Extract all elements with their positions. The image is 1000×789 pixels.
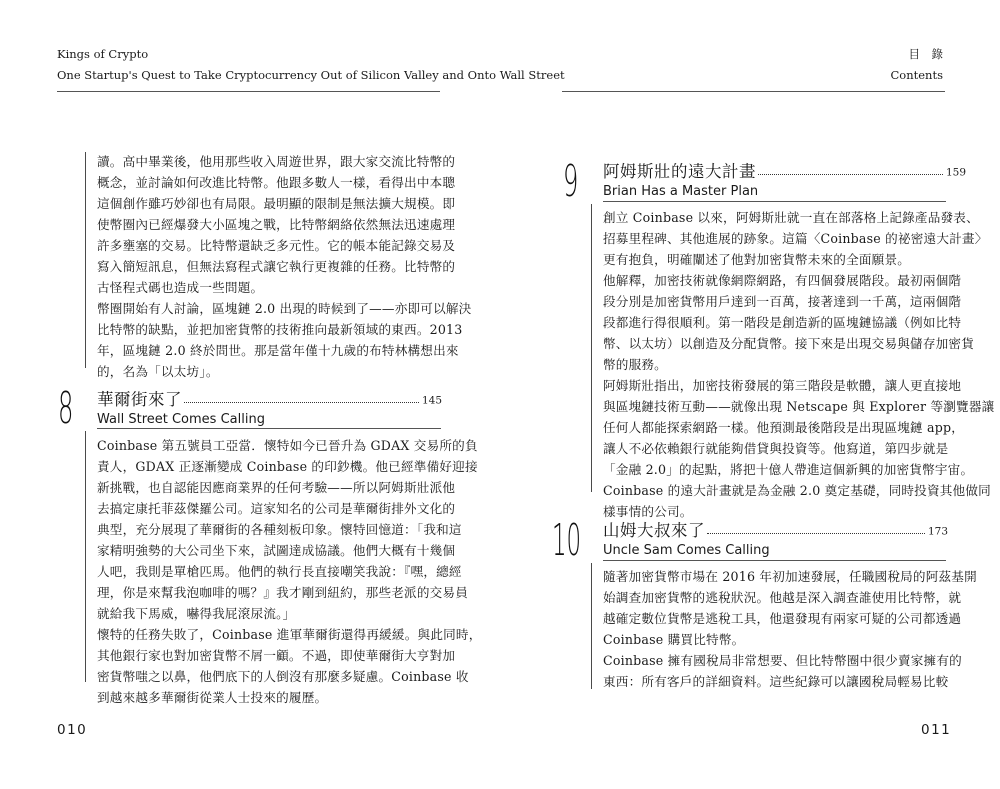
text-line: 更有抱負，明確闡述了他對加密貨幣未來的全面願景。	[603, 252, 911, 267]
text-line: 責人，GDAX 正逐漸變成 Coinbase 的印鈔機。他已經準備好迎接	[97, 459, 478, 474]
text-line: 東西：所有客戶的詳細資料。這些紀錄可以讓國稅局輕易比較	[603, 674, 949, 689]
chapter-heading[interactable]	[603, 517, 948, 558]
text-line: 隨著加密貨幣市場在 2016 年初加速發展，任職國稅局的阿茲基開	[603, 569, 977, 584]
chapter-number: 8	[58, 383, 74, 434]
text-line: 其他銀行家也對加密貨幣不屑一顧。不過，即使華爾街大亨對加	[97, 648, 456, 663]
text-line: 就給我下馬威，嚇得我屁滾尿流。」	[97, 606, 296, 621]
text-line: 段都進行得很順利。第一階段是創造新的區塊鏈協議（例如比特	[603, 315, 962, 330]
text-line: Coinbase 購買比特幣。	[603, 632, 745, 647]
chapter-title-zh: 阿姆斯壯的遠大計畫	[603, 162, 756, 181]
text-line: 許多壅塞的交易。比特幣還缺乏多元性。它的帳本能記錄交易及	[97, 238, 456, 253]
text-line: 招募里程碑、其他進展的跡象。這篇〈Coinbase 的祕密遠大計畫〉	[603, 231, 988, 246]
section-rule	[85, 152, 86, 368]
leader-dots	[758, 174, 943, 175]
running-header-contents	[891, 44, 944, 86]
chapter-page-number: 159	[946, 166, 967, 179]
text-line: 新挑戰，也自認能因應商業界的任何考驗——所以阿姆斯壯派他	[97, 480, 456, 495]
text-line: Coinbase 的遠大計畫就是為金融 2.0 奠定基礎，同時投資其他做同	[603, 483, 991, 498]
chapter-title-en: Brian Has a Master Plan	[603, 184, 759, 199]
chapter-summary	[603, 566, 977, 692]
contents-subtitle: Contents	[890, 68, 943, 82]
chapter-title-zh: 華爾街來了	[97, 390, 182, 409]
text-line: 他解釋，加密技術就像網際網路，有四個發展階段。最初兩個階	[603, 273, 962, 288]
text-line: 去搞定康托菲茲傑羅公司。這家知名的公司是華爾街排外文化的	[97, 501, 456, 516]
text-line: 懷特的任務失敗了，Coinbase 進軍華爾街還得再緩緩。與此同時，	[97, 627, 482, 642]
book-title: Kings of Crypto	[57, 47, 149, 61]
chapter-rule	[603, 560, 946, 561]
text-line: 任何人都能探索網路一樣。他預測最後階段是出現區塊鏈 app，	[603, 420, 965, 435]
chapter-page-number: 173	[928, 525, 949, 538]
text-line: 年，區塊鏈 2.0 終於問世。那是當年僅十九歲的布特林構想出來	[97, 343, 459, 358]
chapter-title-zh: 山姆大叔來了	[603, 521, 705, 540]
text-line: 與區塊鏈技術互動——就像出現 Netscape 與 Explorer 等瀏覽器讓	[603, 399, 995, 414]
text-line: 人吧，我則是單槍匹馬。他們的執行長直接嘲笑我說：『嘿，總經	[97, 564, 462, 579]
text-line: 幣的服務。	[603, 357, 667, 372]
text-line: 幣圈開始有人討論，區塊鏈 2.0 出現的時候到了——亦即可以解決	[97, 301, 472, 316]
text-line: 密貨幣嗤之以鼻，他們底下的人倒沒有那麼多疑慮。Coinbase 收	[97, 669, 469, 684]
text-line: 越確定數位貨幣是逃稅工具，他還發現有兩家可疑的公司都透過	[603, 611, 962, 626]
chapter-heading[interactable]	[97, 386, 442, 427]
text-line: 到越來越多華爾街從業人士投來的履歷。	[97, 690, 328, 705]
text-line: 阿姆斯壯指出，加密技術發展的第三階段是軟體，讓人更直接地	[603, 378, 962, 393]
text-line: 段分別是加密貨幣用戶達到一百萬，接著達到一千萬，這兩個階	[603, 294, 962, 309]
text-line: 創立 Coinbase 以來，阿姆斯壯就一直在部落格上記錄產品發表、	[603, 210, 979, 225]
chapter-summary	[97, 435, 482, 708]
text-line: Coinbase 擁有國稅局非常想要、但比特幣圈中很少賣家擁有的	[603, 653, 962, 668]
text-line: 這個創作雖巧妙卻也有局限。最明顯的限制是無法擴大規模。即	[97, 196, 456, 211]
header-rule	[57, 91, 440, 92]
header-rule	[562, 91, 945, 92]
text-line: Coinbase 第五號員工亞當．懷特如今已晉升為 GDAX 交易所的負	[97, 438, 478, 453]
text-line: 理，你是來幫我泡咖啡的嗎？』我才剛到紐約，那些老派的交易員	[97, 585, 469, 600]
section-rule	[591, 204, 592, 492]
chapter-heading[interactable]	[603, 158, 966, 199]
contents-title: 目 錄	[908, 47, 943, 61]
text-line: 幣、以太坊）以創造及分配貨幣。接下來是出現交易與儲存加密貨	[603, 336, 975, 351]
text-line: 寫入簡短訊息，但無法寫程式讓它執行更複雜的任務。比特幣的	[97, 259, 456, 274]
section-rule	[85, 431, 86, 682]
book-subtitle: One Startup's Quest to Take Cryptocurrency Out of Silicon Valley and Onto Wall Street	[57, 68, 565, 82]
running-header-book-title	[57, 44, 565, 86]
text-line: 始調查加密貨幣的逃稅狀況。他越是深入調查誰使用比特幣，就	[603, 590, 962, 605]
text-line: 家精明強勢的大公司坐下來，試圖達成協議。他們大概有十幾個	[97, 543, 456, 558]
chapter-summary	[603, 207, 995, 522]
text-line: 典型，充分展現了華爾街的各種刻板印象。懷特回憶道：「我和這	[97, 522, 462, 537]
chapter-title-en: Uncle Sam Comes Calling	[603, 543, 770, 558]
text-line: 讓人不必依賴銀行就能夠借貸與投資等。他寫道，第四步就是	[603, 441, 949, 456]
text-line: 使幣圈內已經爆發大小區塊之戰，比特幣網絡依然無法迅速處理	[97, 217, 456, 232]
chapter-rule	[97, 428, 441, 429]
page-number: 010	[57, 722, 88, 738]
leader-dots	[707, 533, 925, 534]
text-line: 概念，並討論如何改進比特幣。他跟多數人一樣，看得出中本聰	[97, 175, 456, 190]
continued-summary	[97, 151, 472, 382]
text-line: 的，名為「以太坊」。	[97, 364, 219, 379]
text-line: 比特幣的缺點，並把加密貨幣的技術推向最新領域的東西。2013	[97, 322, 463, 337]
text-line: 「金融 2.0」的起點，將把十億人帶進這個新興的加密貨幣宇宙。	[603, 462, 974, 477]
text-line: 讀。高中畢業後，他用那些收入周遊世界，跟大家交流比特幣的	[97, 154, 456, 169]
chapter-number: 9	[563, 156, 579, 207]
section-rule	[591, 563, 592, 689]
leader-dots	[184, 402, 419, 403]
right-page	[500, 0, 1000, 789]
chapter-rule	[603, 201, 946, 202]
chapter-page-number: 145	[422, 394, 443, 407]
chapter-title-en: Wall Street Comes Calling	[97, 412, 265, 427]
text-line: 樣事情的公司。	[603, 504, 693, 519]
page-number: 011	[921, 722, 952, 738]
chapter-number: 10	[552, 515, 582, 566]
text-line: 古怪程式碼也造成一些問題。	[97, 280, 264, 295]
